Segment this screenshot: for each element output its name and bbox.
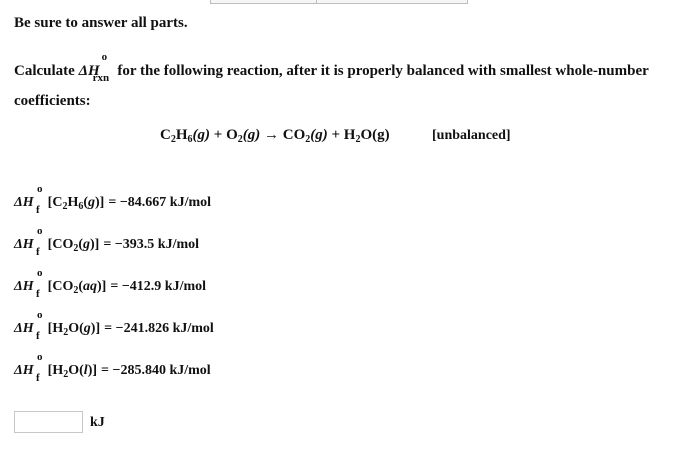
delta-hf-symbol: ΔH o f bbox=[14, 351, 43, 384]
enthalpy-value: = −84.667 kJ/mol bbox=[108, 195, 212, 210]
answer-unit: kJ bbox=[90, 415, 105, 430]
reaction-equation: $C_2H_6(g) + O_2(g) \to CO_2(g) + H_2O(g)$ bbox=[160, 127, 390, 145]
species-formula: $[C_2H_6(g)]$ bbox=[47, 195, 105, 212]
species-formula: $[H_2O(g)]$ bbox=[47, 321, 101, 338]
delta-h-rxn: ΔH o rxn bbox=[78, 51, 110, 84]
species-formula: $[H_2O(l)]$ bbox=[47, 363, 98, 380]
formation-enthalpy-row bbox=[14, 225, 200, 258]
species-formula: $[CO_2(g)]$ bbox=[47, 237, 100, 254]
enthalpy-value: = −393.5 kJ/mol bbox=[103, 237, 200, 252]
formation-enthalpy-row bbox=[14, 351, 211, 384]
formation-enthalpy-row bbox=[14, 309, 214, 342]
top-tab-divider bbox=[316, 0, 317, 4]
enthalpy-value: = −241.826 kJ/mol bbox=[104, 321, 214, 336]
top-tab-bar bbox=[210, 0, 468, 4]
delta-hf-symbol: ΔH o f bbox=[14, 225, 43, 258]
question-line-2: coefficients: bbox=[14, 93, 91, 109]
unbalanced-tag: [unbalanced] bbox=[432, 128, 511, 143]
formation-enthalpy-row bbox=[14, 183, 212, 216]
answer-input[interactable] bbox=[14, 411, 83, 433]
formation-enthalpy-row bbox=[14, 267, 207, 300]
enthalpy-value: = −285.840 kJ/mol bbox=[101, 363, 211, 378]
delta-hf-symbol: ΔH o f bbox=[14, 267, 43, 300]
question-rest: for the following reaction, after it is properly balanced with smallest whole-number bbox=[117, 63, 649, 79]
delta-hf-symbol: ΔH o f bbox=[14, 183, 43, 216]
enthalpy-value: = −412.9 kJ/mol bbox=[110, 279, 207, 294]
question-prefix: Calculate bbox=[14, 63, 75, 79]
question-line-1 bbox=[14, 51, 649, 84]
delta-hf-symbol: ΔH o f bbox=[14, 309, 43, 342]
species-formula: $[CO_2(aq)]$ bbox=[47, 279, 107, 296]
instructions-text: Be sure to answer all parts. bbox=[14, 15, 188, 31]
